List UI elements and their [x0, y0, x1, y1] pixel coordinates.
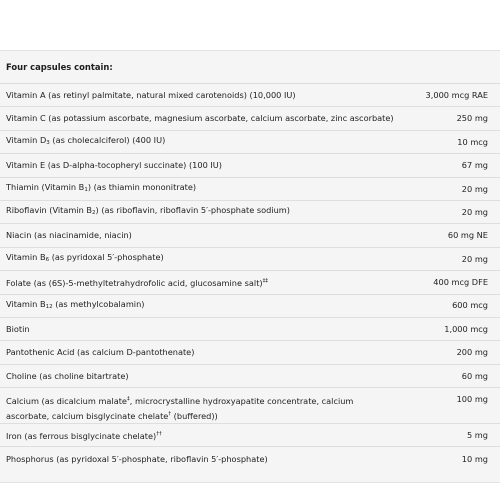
- ingredient-label: Vitamin E (as D-alpha-tocopheryl succinate) (100 IU): [6, 160, 222, 171]
- amount-value: 200 mg: [456, 347, 488, 358]
- table-row-vitamin-b12: [0, 295, 500, 318]
- amount-value: 67 mg: [461, 160, 488, 171]
- amount-value: 250 mg: [456, 113, 488, 124]
- table-row-phosphorus: [0, 447, 500, 470]
- table-row-folate: [0, 271, 500, 294]
- table-row-vitamin-c: [0, 107, 500, 130]
- ingredient-label: Biotin: [6, 323, 30, 334]
- table-row-calcium: [0, 388, 500, 424]
- ingredient-label: Choline (as choline bitartrate): [6, 370, 129, 381]
- table-row-biotin: [0, 318, 500, 341]
- table-header: Four capsules contain:: [0, 51, 500, 84]
- table-row-vitamin-d: [0, 131, 500, 154]
- amount-value: 10 mcg: [457, 136, 488, 147]
- table-row-vitamin-b6: [0, 248, 500, 271]
- amount-value: 20 mg: [461, 206, 488, 217]
- ingredient-label: Vitamin $B_6$ (as pyridoxal 5′-phosphate): [6, 252, 164, 264]
- ingredient-label: Folate (as (6S)-5-methyltetrahydrofolic acid, glucosamine salt)‡‡: [6, 278, 269, 289]
- amount-value: 3,000 mcg RAE: [425, 89, 488, 100]
- ingredient-label: Phosphorus (as pyridoxal 5′-phosphate, riboflavin 5′-phosphate): [6, 453, 268, 464]
- ingredient-label: Vitamin $D_3$ (as cholecalciferol) (400 IU): [6, 135, 166, 147]
- table-row-pantothenic-acid: [0, 341, 500, 364]
- table-row-vitamin-a: [0, 84, 500, 107]
- table-row-vitamin-e: [0, 154, 500, 177]
- table-row-riboflavin: [0, 201, 500, 224]
- amount-value: 60 mg NE: [447, 230, 488, 241]
- amount-value: 60 mg: [461, 370, 488, 381]
- ingredient-label: Vitamin C (as potassium ascorbate, magnesium ascorbate, calcium ascorbate, zinc ascorbate): [6, 113, 394, 124]
- amount-value: 10 mg: [461, 453, 488, 464]
- ingredient-label: Niacin (as niacinamide, niacin): [6, 230, 132, 241]
- amount-value: 20 mg: [461, 253, 488, 264]
- table-row-niacin: [0, 224, 500, 247]
- ingredient-label: Thiamin (Vitamin $B_1$) (as thiamin mononitrate): [6, 182, 197, 193]
- ingredient-label: Vitamin $B_{12}$ (as methylcobalamin): [6, 298, 145, 310]
- amount-value: 100 mg: [456, 394, 488, 405]
- table-row-thiamin: [0, 178, 500, 201]
- ingredient-label: Calcium (as dicalcium malate‡, microcrystalline hydroxyapatite concentrate, calcium ascorbate, calcium bisglycinate chelate† (buffered)): [6, 396, 354, 421]
- amount-value: 600 mcg: [452, 300, 488, 311]
- amount-value: 5 mg: [467, 430, 488, 441]
- amount-value: 20 mg: [461, 183, 488, 194]
- amount-value: 400 mcg DFE: [433, 277, 488, 288]
- table-row-iron: [0, 424, 500, 447]
- table-row-choline: [0, 365, 500, 388]
- amount-value: 1,000 mcg: [444, 323, 488, 334]
- ingredient-label: Riboflavin (Vitamin $B_2$) (as riboflavin, riboflavin 5′-phosphate sodium): [6, 205, 290, 217]
- supplement-facts-table: [0, 50, 500, 483]
- ingredient-label: Pantothenic Acid (as calcium D-pantothenate): [6, 347, 195, 358]
- ingredient-label: Vitamin A (as retinyl palmitate, natural mixed carotenoids) (10,000 IU): [6, 89, 296, 100]
- ingredient-label: Iron (as ferrous bisglycinate chelate)††: [6, 431, 162, 442]
